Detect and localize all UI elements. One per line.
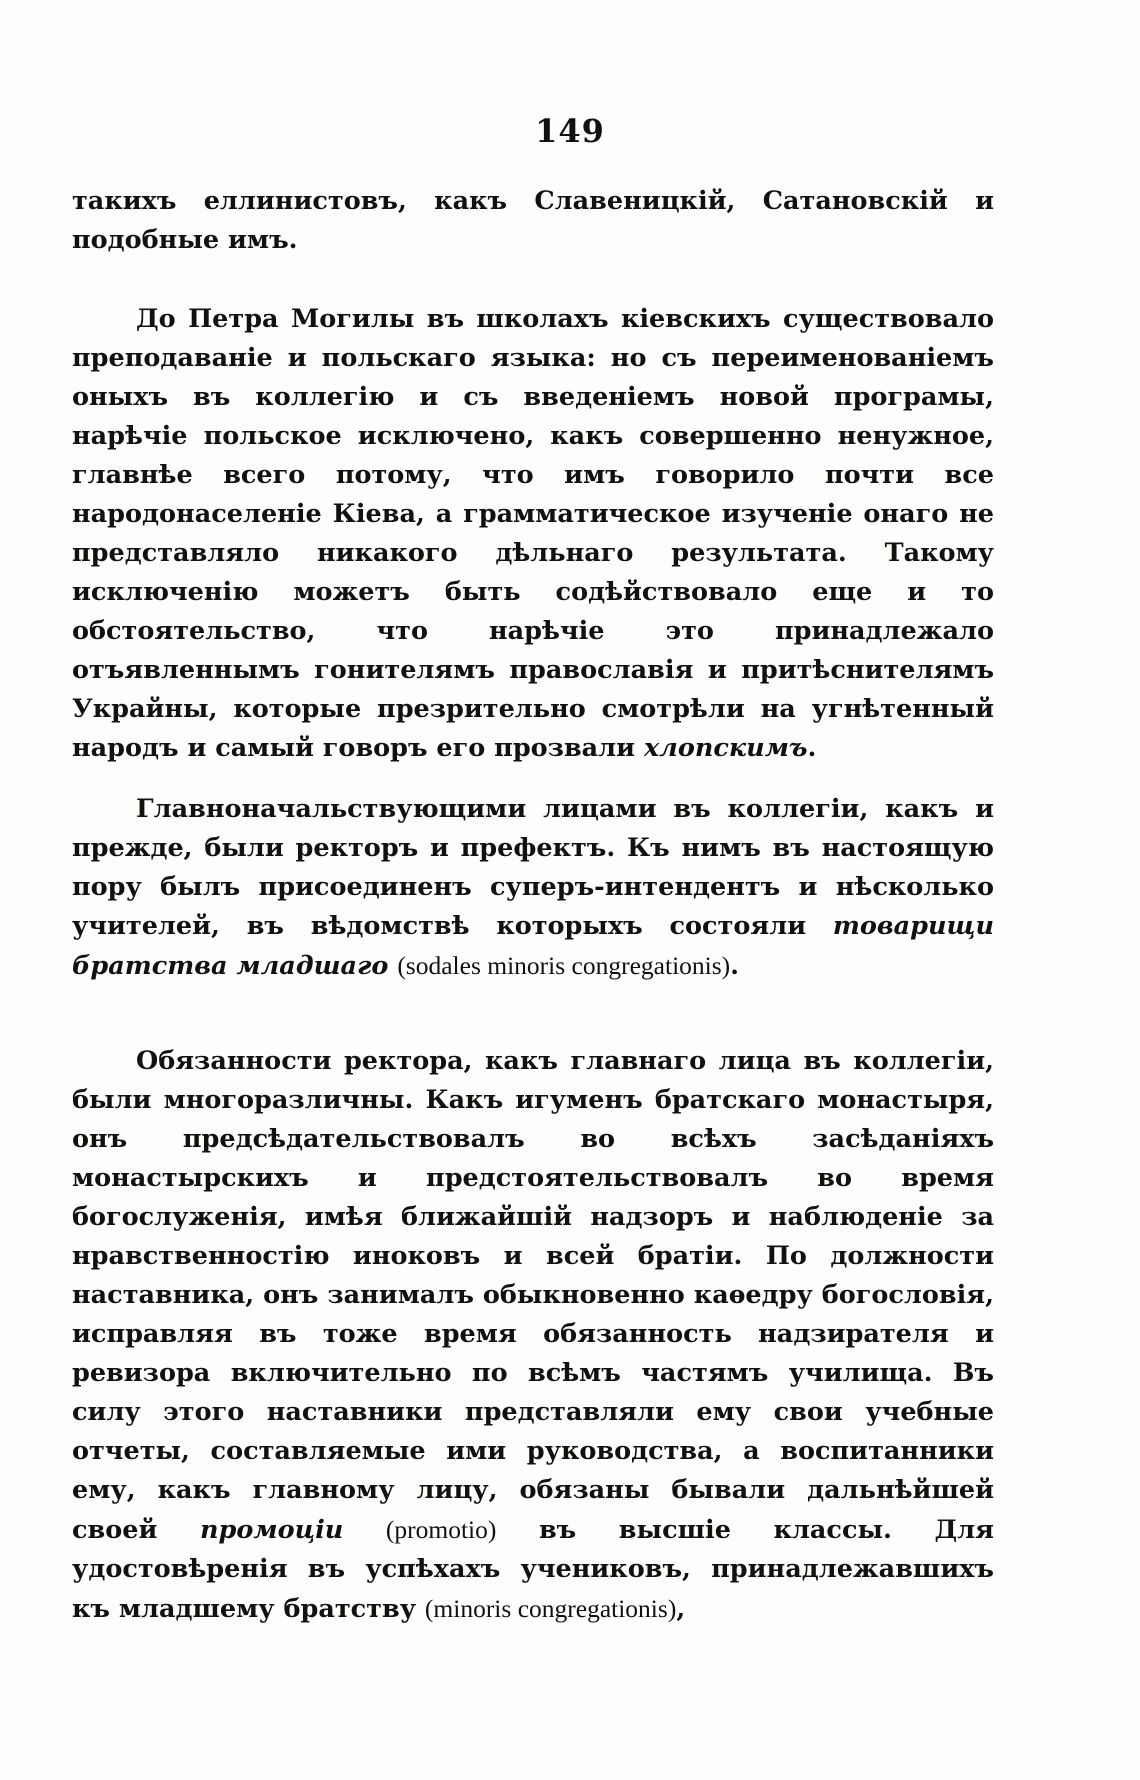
paragraph-rector-duties — [72, 1042, 994, 1629]
page-number: 149 — [535, 112, 605, 150]
paragraph-1-text: До Петра Могилы въ школахъ кіевскихъ существовало преподаваніе и польскаго языка: но съ переименованіемъ оныхъ въ коллегію и съ введеніемъ новой програмы, нарѣчіе польское исключено, какъ совершенно ненужное, главнѣе всего потому, что имъ говорило почти все народонаселеніе Кіева, а грамматическое изученіе онаго не представляло никакого дѣльнаго результата. Такому исключенію можетъ быть содѣйствовало еще и то обстоятельство, что нарѣчіе это принадлежало отъявленнымъ гонителямъ православія и притѣснителямъ Украйны, которые презрительно смотрѣли на угнѣтенный народъ и самый говоръ его прозвали — [72, 304, 994, 763]
paragraph-1-end: . — [807, 733, 817, 763]
paragraph-3-middle: въ высшіе классы. Для удостовѣренія въ успѣхахъ учениковъ, принадлежавшихъ къ младшему братству — [72, 1515, 994, 1624]
paragraph-2-latin: (sodales minoris congregationis) — [397, 951, 731, 980]
paragraph-3-latin-1: (promotio) — [385, 1515, 497, 1544]
paragraph-2-end: . — [730, 951, 740, 981]
paragraph-2-italic: товарищи братства младшаго — [72, 911, 994, 981]
paragraph-college-officials — [72, 790, 994, 986]
paragraph-2-text: Главноначальствующими лицами въ коллегіи, какъ и прежде, были ректоръ и префектъ. Къ нимъ въ настоящую пору былъ присоединенъ суперъ-интендентъ и нѣсколько учителей, въ вѣдомствѣ которыхъ состояли — [72, 794, 994, 941]
paragraph-3-latin-2: (minoris congregationis) — [424, 1594, 677, 1623]
paragraph-3-italic: промоціи — [199, 1515, 344, 1545]
paragraph-1-italic: хлопскимъ — [643, 733, 808, 763]
continuation-text — [72, 182, 994, 260]
paragraph-3-end: , — [676, 1594, 686, 1624]
continuation-line: такихъ еллинистовъ, какъ Славеницкій, Сатановскій и подобные имъ. — [72, 186, 994, 255]
paragraph-3-text: Обязанности ректора, какъ главнаго лица въ коллегіи, были многоразличны. Какъ игуменъ братскаго монастыря, онъ предсѣдательствовалъ во всѣхъ засѣданіяхъ монастырскихъ и предстоятельствовалъ во время богослуженія, имѣя ближайшій надзоръ и наблюденіе за нравственностію иноковъ и всей братіи. По должности наставника, онъ занималъ обыкновенно каѳедру богословія, исправляя въ тоже время обязанность надзирателя и ревизора включительно по всѣмъ частямъ училища. Въ силу этого наставники представляли ему свои учебные отчеты, составляемые ими руководства, а воспитанники ему, какъ главному лицу, обязаны бывали дальнѣйшей своей — [72, 1046, 994, 1545]
paragraph-polish-language — [72, 300, 994, 768]
